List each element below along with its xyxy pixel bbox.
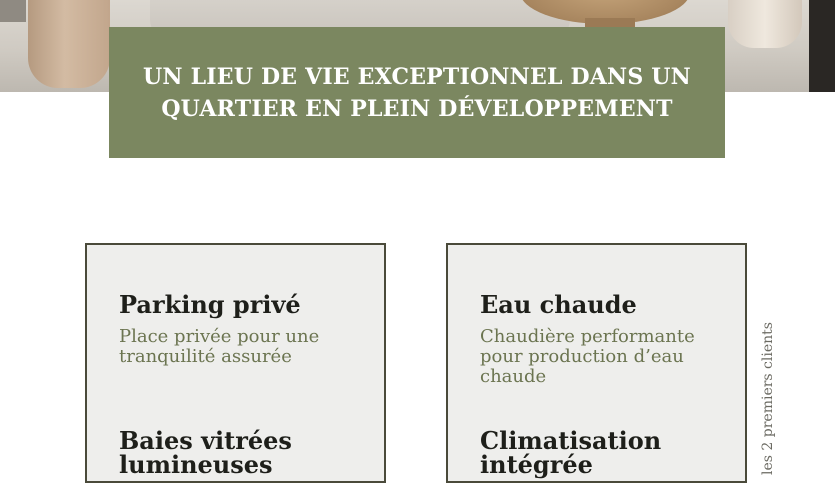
feature-card-left bbox=[85, 243, 386, 483]
feature-description: Place privée pour une tranquilité assurée bbox=[119, 326, 320, 367]
feature-title: Eau chaude bbox=[480, 290, 637, 319]
feature-title: Climatisation intégrée bbox=[480, 426, 662, 479]
feature-air-conditioning bbox=[480, 426, 735, 479]
hero-decor-edge bbox=[809, 0, 835, 92]
headline-line-1: UN LIEU DE VIE EXCEPTIONNEL DANS UN bbox=[143, 63, 691, 90]
hero-vase bbox=[28, 0, 110, 88]
headline-line-2: QUARTIER EN PLEIN DÉVELOPPEMENT bbox=[161, 95, 673, 122]
feature-title: Baies vitrées lumineuses bbox=[119, 426, 292, 479]
feature-title: Parking privé bbox=[119, 290, 301, 319]
feature-parking bbox=[119, 290, 374, 367]
feature-hot-water bbox=[480, 290, 735, 387]
hero-stool bbox=[728, 0, 802, 48]
hero-decor bbox=[0, 0, 26, 22]
headline-banner bbox=[109, 27, 725, 158]
side-note: les 2 premiers clients bbox=[760, 322, 776, 475]
headline bbox=[143, 61, 691, 125]
feature-card-right bbox=[446, 243, 747, 483]
feature-windows bbox=[119, 426, 374, 479]
feature-description: Chaudière performante pour production d’eau chaude bbox=[480, 326, 695, 387]
